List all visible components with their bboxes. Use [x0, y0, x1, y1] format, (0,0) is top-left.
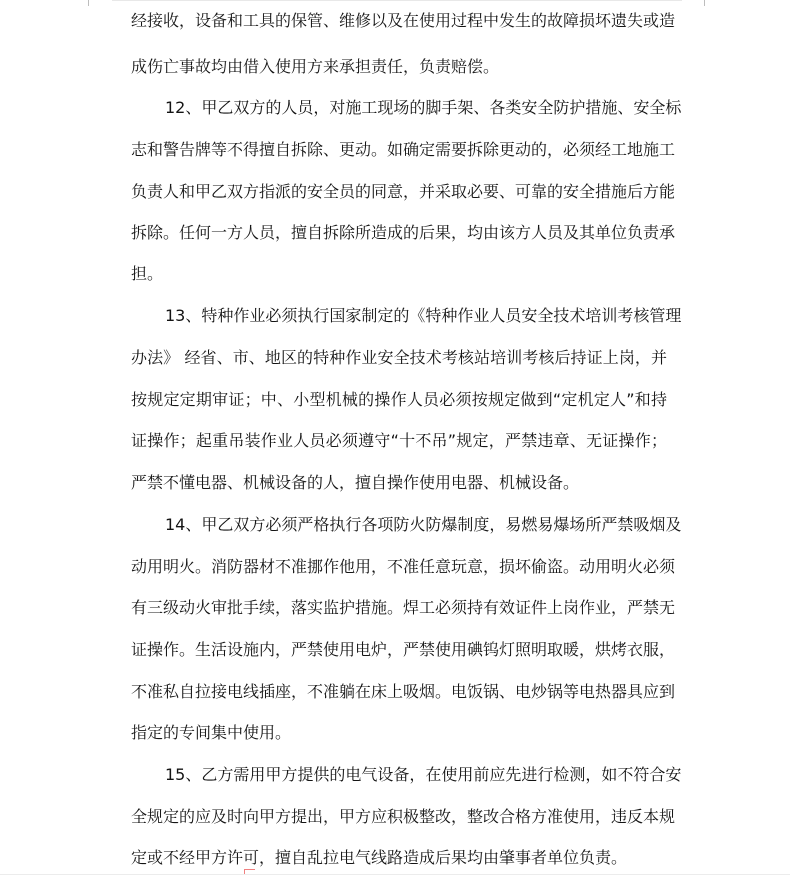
- text-line: 负责人和甲乙双方指派的安全员的同意，并采取必要、可靠的安全措施后方能: [131, 182, 676, 201]
- text-line: 证操作；起重吊装作业人员必须遵守“十不吊”规定，严禁违章、无证操作；: [131, 431, 667, 450]
- text-line: 担。: [131, 264, 164, 283]
- text-line: 有三级动火审批手续，落实监护措施。焊工必须持有效证件上岗作业，严禁无: [131, 598, 676, 617]
- text-line: 定或不经甲方许可，擅自乱拉电气线路造成后果均由肇事者单位负责。: [131, 848, 628, 867]
- page-top-rule: [112, 0, 682, 1]
- text-line: 14、甲乙双方必须严格执行各项防火防爆制度，易燃易爆场所严禁吸烟及: [165, 515, 682, 534]
- text-line: 经接收，设备和工具的保管、维修以及在使用过程中发生的故障损坏遗失或造: [131, 11, 676, 30]
- text-line: 指定的专间集中使用。: [131, 723, 292, 742]
- page-corner-mark-right: [684, 0, 705, 6]
- text-line: 全规定的应及时向甲方提出，甲方应积极整改，整改合格方准使用，违反本规: [131, 807, 676, 826]
- text-line: 按规定定期审证；中、小型机械的操作人员必须按规定做到“定机定人”和持: [131, 390, 667, 409]
- page-corner-mark-left: [88, 0, 109, 6]
- text-line: 拆除。任何一方人员，擅自拆除所造成的后果，均由该方人员及其单位负责承: [131, 223, 676, 242]
- text-line: 不准私自拉接电线插座，不准躺在床上吸烟。电饭锅、电炒锅等电热器具应到: [131, 682, 676, 701]
- text-line: 志和警告牌等不得擅自拆除、更动。如确定需要拆除更动的，必须经工地施工: [131, 140, 676, 159]
- text-line: 15、乙方需用甲方提供的电气设备，在使用前应先进行检测，如不符合安: [165, 765, 682, 784]
- text-line: 13、特种作业必须执行国家制定的《特种作业人员安全技术培训考核管理: [165, 306, 682, 325]
- text-line: 证操作。生活设施内，严禁使用电炉，严禁使用碘钨灯照明取暖，烘烤衣服，: [131, 640, 676, 659]
- text-line: 动用明火。消防器材不准挪作他用，不准任意玩意，损坏偷盗。动用明火必须: [131, 557, 676, 576]
- text-line: 严禁不懂电器、机械设备的人，擅自操作使用电器、机械设备。: [131, 473, 580, 492]
- text-line: 12、甲乙双方的人员，对施工现场的脚手架、各类安全防护措施、安全标: [165, 98, 682, 117]
- text-line: 办法》 经省、市、地区的特种作业安全技术考核站培训考核后持证上岗，并: [131, 348, 667, 367]
- text-line: 成伤亡事故均由借入使用方来承担责任，负责赔偿。: [131, 57, 500, 76]
